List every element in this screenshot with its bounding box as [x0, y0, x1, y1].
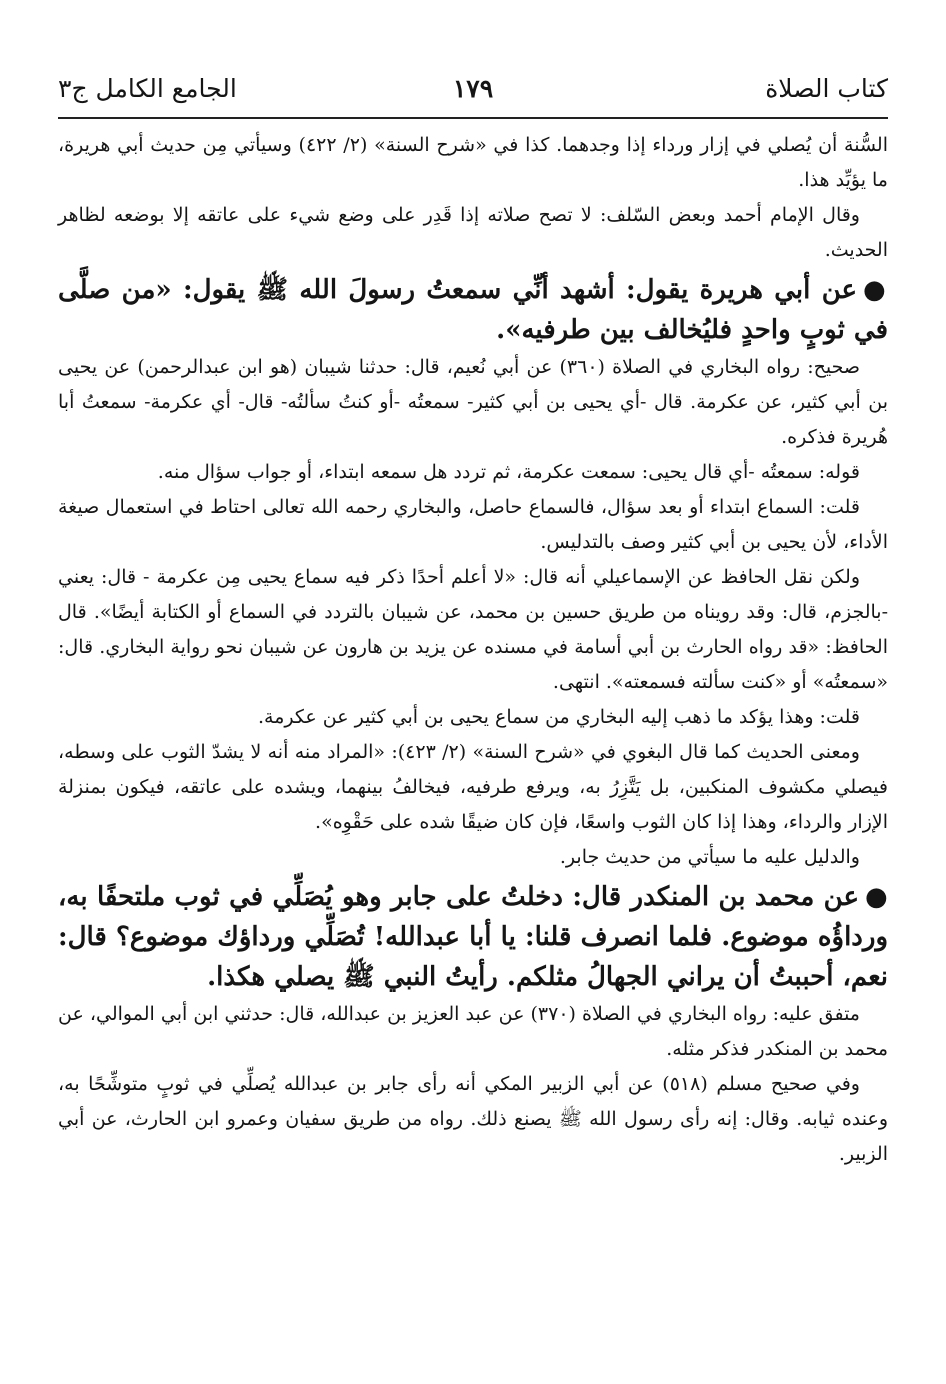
hadith-text: عن محمد بن المنكدر قال: دخلتُ على جابر وهو يُصَلِّي في ثوب ملتحفًا به، ورداؤُه موضوع. فلما انصرف قلنا: يا أبا عبدالله! تُصَلِّي ورداؤك موضوع؟ قال: نعم، أحببتُ أن يراني الجهالُ مثلكم. رأيتُ النبي ﷺ يصلي هكذا. [58, 882, 888, 992]
paragraph: قلت: وهذا يؤكد ما ذهب إليه البخاري من سماع يحيى بن أبي كثير عن عكرمة. [257, 706, 860, 728]
paragraph: والدليل عليه ما سيأتي من حديث جابر. [559, 846, 860, 868]
hadith-paragraph [58, 270, 888, 350]
paragraph: متفق عليه: رواه البخاري في الصلاة (٣٧٠) عن عبد العزيز بن عبدالله، قال: حدثني ابن أبي الموالي، عن محمد بن المنكدر فذكر مثله. [58, 1003, 888, 1060]
bullet-icon: ● [864, 882, 888, 912]
paragraph: قوله: سمعتُه -أي قال يحيى: سمعت عكرمة، ثم تردد هل سمعه ابتداء، أو جواب سؤال منه. [157, 461, 860, 483]
page-number: ١٧٩ [452, 73, 494, 103]
paragraph: صحيح: رواه البخاري في الصلاة (٣٦٠) عن أبي نُعيم، قال: حدثنا شيبان (هو ابن عبدالرحمن) عن يحيى بن أبي كثير، عن عكرمة. قال -أي يحيى بن أبي كثير- سمعتُه -أو كنتُ سألتُه- قال- أي عكرمة- سمعتُ أبا هُريرة فذكره. [58, 356, 888, 448]
paragraph: وقال الإمام أحمد وبعض السّلف: لا تصح صلاته إذا قَدِر على وضع شيء على عاتقه إلا بوضعه لظاهر الحديث. [58, 204, 888, 261]
bullet-icon: ● [863, 275, 888, 305]
paragraph: قلت: السماع ابتداء أو بعد سؤال، فالسماع حاصل، والبخاري رحمه الله تعالى احتاط في استعمال صيغة الأداء، لأن يحيى بن أبي كثير وصف بالتدليس. [58, 496, 888, 553]
hadith-text: عن أبي هريرة يقول: أشهد أنِّي سمعتُ رسولَ الله ﷺ يقول: «من صلَّى في ثوبٍ واحدٍ فليُخالف بين طرفيه». [58, 275, 888, 345]
paragraph: ومعنى الحديث كما قال البغوي في «شرح السنة» (٢/ ٤٢٣): «المراد منه أنه لا يشدّ الثوب على وسطه، فيصلي مكشوف المنكبين، بل يَتَّزِرُ به، ويرفع طرفيه، فيخالفُ بينهما، ويشده على عاتقه، فيكون بمنزلة الإزار والرداء، وهذا إذا كان الثوب واسعًا، فإن كان ضيقًا شده على حَقْوِه». [58, 741, 888, 833]
chapter-title: كتاب الصلاة [765, 73, 888, 103]
paragraph: وفي صحيح مسلم (٥١٨) عن أبي الزبير المكي أنه رأى جابر بن عبدالله يُصلِّي في ثوبٍ متوشِّحًا به، وعنده ثيابه. وقال: إنه رأى رسول الله ﷺ يصنع ذلك. رواه من طريق سفيان وعمرو ابن الحارث، عن أبي الزبير. [58, 1073, 888, 1165]
book-title: الجامع الكامل ج٣ [58, 73, 237, 103]
header-rule [58, 117, 888, 119]
paragraph: ولكن نقل الحافظ عن الإسماعيلي أنه قال: «لا أعلم أحدًا ذكر فيه سماع يحيى مِن عكرمة - قال: يعني -بالجزم، قال: وقد رويناه من طريق حسين بن محمد، عن شيبان بالتردد في السماع أو الكتابة أيضًا». قال الحافظ: «قد رواه الحارث بن أبي أسامة في مسنده عن يزيد بن هارون عن شيبان نحو رواية البخاري. قال: «سمعتُه» أو «كنت سألته فسمعته». انتهى. [58, 566, 888, 693]
paragraph: السُّنة أن يُصلي في إزار ورداء إذا وجدهما. كذا في «شرح السنة» (٢/ ٤٢٢) وسيأتي مِن حديث أبي هريرة، ما يؤيِّد هذا. [58, 134, 888, 191]
page-body [58, 128, 888, 1172]
running-header [58, 68, 888, 108]
hadith-paragraph [58, 877, 888, 997]
